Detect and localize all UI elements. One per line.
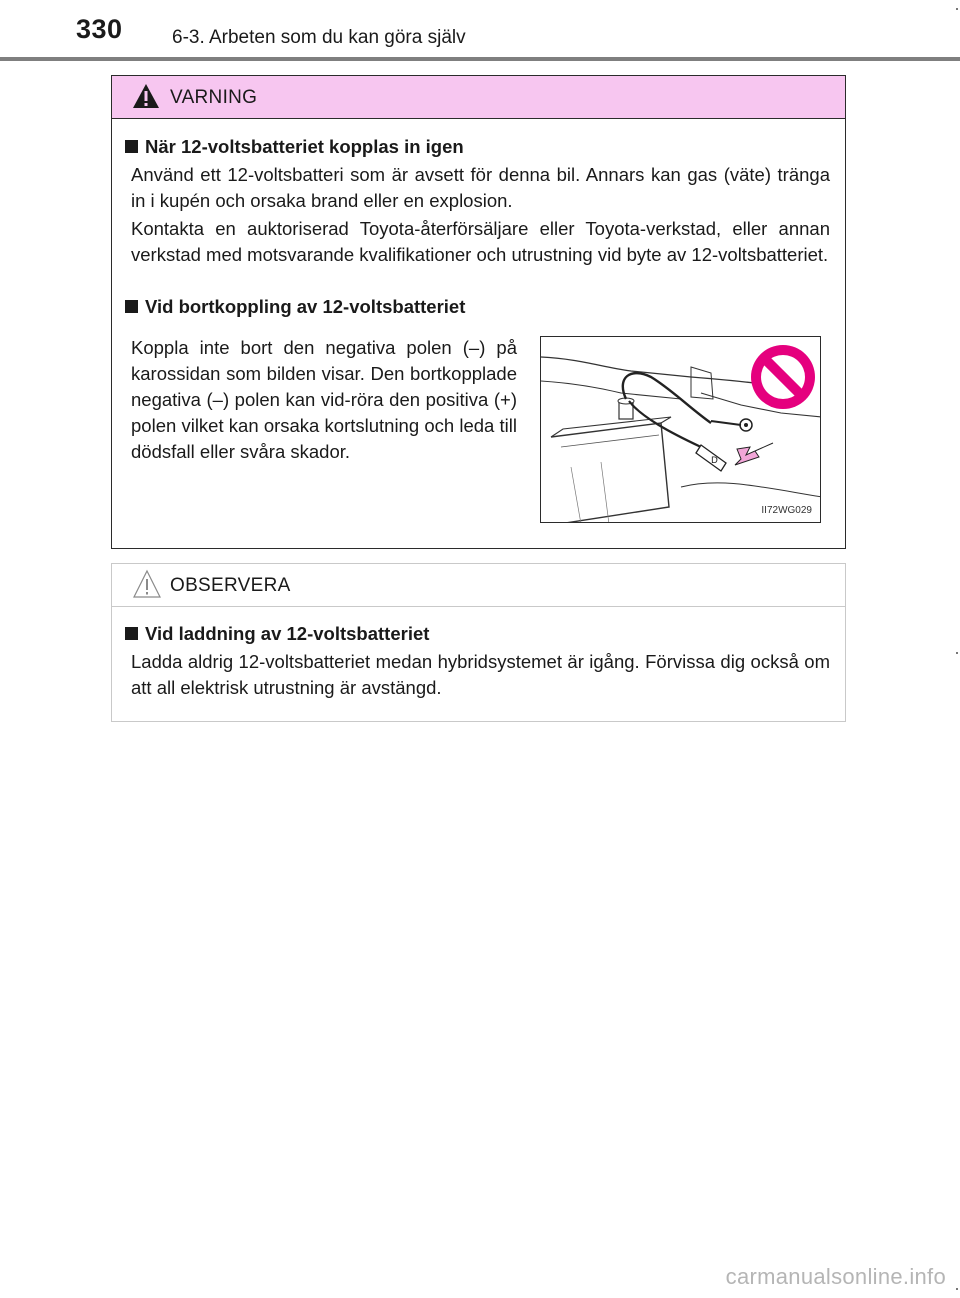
bullet-square-icon xyxy=(125,300,138,313)
warning-paragraph: Använd ett 12-voltsbatteri som är avsett för denna bil. Annars kan gas (väte) tränga in i kupén och orsaka brand eller en explosion. xyxy=(131,164,830,211)
battery-illustration xyxy=(541,337,821,523)
heading-text: Vid bortkoppling av 12-voltsbatteriet xyxy=(145,296,466,317)
battery-terminal-figure xyxy=(540,336,821,523)
note-box xyxy=(111,563,846,722)
warning-header xyxy=(112,76,845,119)
prohibition-icon xyxy=(751,345,815,409)
warning-heading-reconnect xyxy=(125,136,464,158)
warning-label: VARNING xyxy=(170,87,258,108)
warning-icon xyxy=(131,82,161,110)
warning-heading-disconnect xyxy=(125,296,465,318)
note-heading xyxy=(125,623,429,645)
edge-mark xyxy=(956,8,958,10)
bullet-square-icon xyxy=(125,140,138,153)
heading-text: När 12-voltsbatteriet kopplas in igen xyxy=(145,136,464,157)
warning-paragraph: Kontakta en auktoriserad Toyota-återförsäljare eller Toyota-verkstad, eller annan verkstad med motsvarande kvalifikationer och utrustning vid byte av 12-voltsbatteriet. xyxy=(131,218,830,265)
watermark: carmanualsonline.info xyxy=(725,1264,946,1289)
figure-code: II72WG029 xyxy=(761,505,812,516)
edge-mark xyxy=(956,652,958,654)
bullet-square-icon xyxy=(125,627,138,640)
header-rule xyxy=(0,57,960,61)
note-header xyxy=(112,564,845,607)
warning-box xyxy=(111,75,846,549)
page-number: 330 xyxy=(76,14,123,44)
note-label: OBSERVERA xyxy=(170,575,291,596)
heading-text: Vid laddning av 12-voltsbatteriet xyxy=(145,623,430,644)
caution-icon xyxy=(132,569,162,599)
page-header xyxy=(0,0,960,60)
svg-text:D: D xyxy=(711,456,718,466)
edge-mark xyxy=(956,1288,958,1290)
section-title: 6-3. Arbeten som du kan göra själv xyxy=(172,27,466,48)
warning-paragraph: Koppla inte bort den negativa polen (–) på karossidan som bilden visar. Den bortkopplade negativa (–) polen kan vid-röra den positiva (+) polen vilket kan orsaka kortslutning och leda till dödsfall eller svåra skador. xyxy=(131,337,517,462)
note-paragraph: Ladda aldrig 12-voltsbatteriet medan hybridsystemet är igång. Förvissa dig också om att all elektrisk utrustning är avstängd. xyxy=(131,651,830,698)
